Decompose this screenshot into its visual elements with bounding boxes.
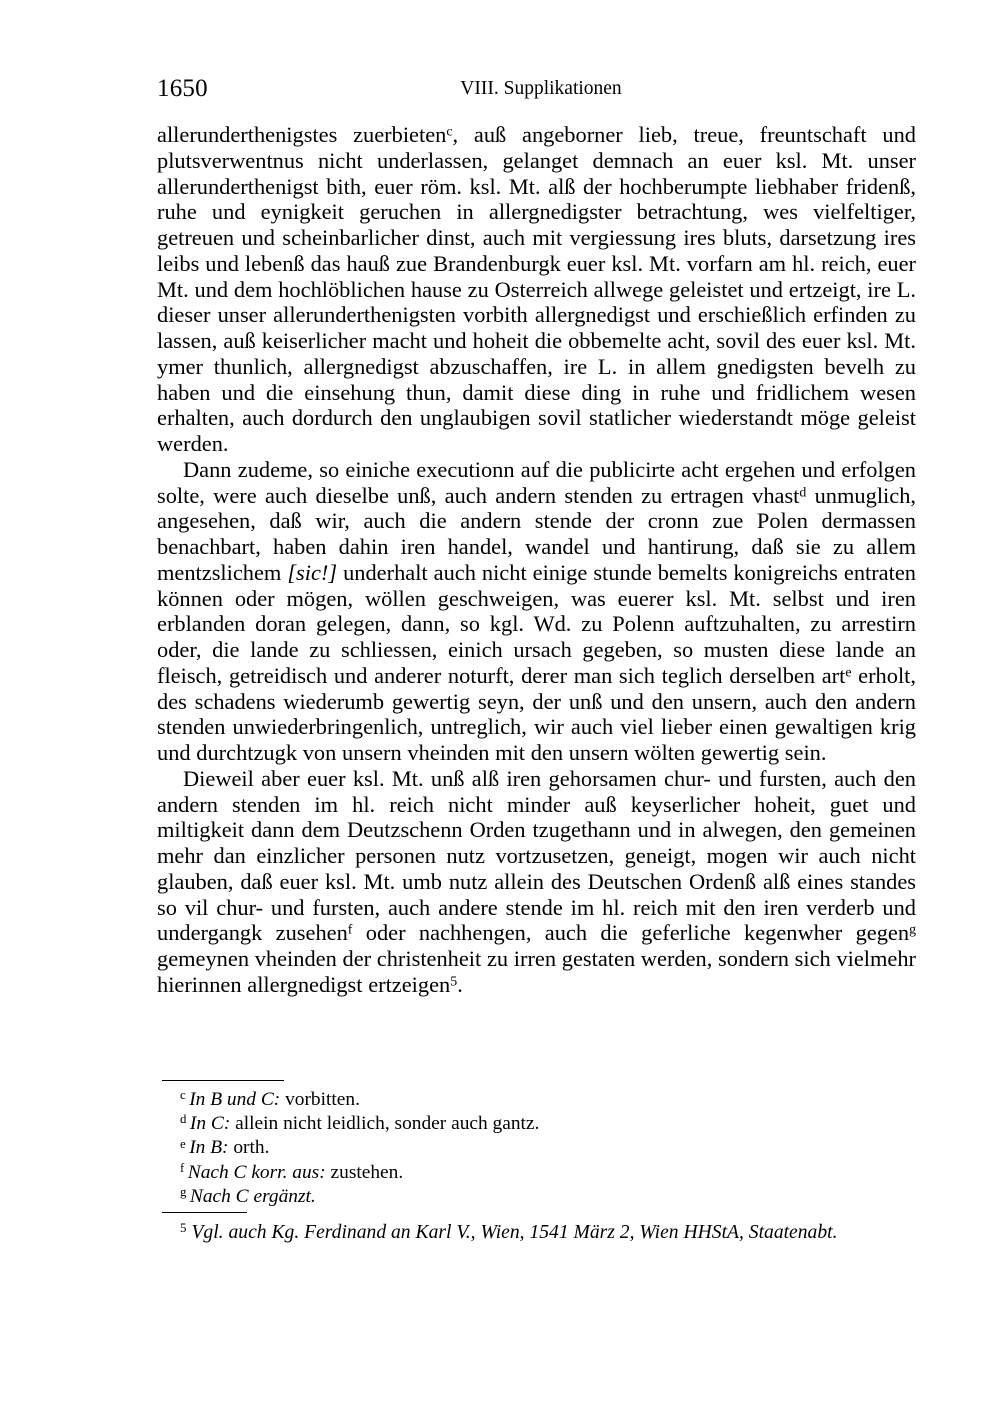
apparatus-marker[interactable]: e [180, 1136, 186, 1151]
apparatus-siglum: Nach C korr. aus: [187, 1161, 326, 1183]
paragraph: allerunderthenigstes zuerbieten$^c$, auß angeborner lieb, treue, freuntschaft und plutsverwentnus nicht underlassen, gelanget demnach an euer ksl. Mt. unser allerunderthenigst bith, euer röm. ksl. Mt. alß der hochberumpte liebhaber fridenß, ruhe und eynigkeit geruchen in allergnedigster betrachtung, wes vielfeltiger, getreuen und scheinbarlicher dinst, auch mit vergiessung ires bluts, darsetzung ires leibs und lebenß das hauß zue Brandenburgk euer ksl. Mt. vorfarn am hl. reich, euer Mt. und dem hochlöblichen hause zu Osterreich allwege geleistet und ertzeigt, ire L. dieser unser allerunderthenigsten vorbith allergnedigst und erschießlich erfinden zu lassen, auß keiserlicher macht und hoheit die obbemelte acht, sovil des euer ksl. Mt. ymer thunlich, allergnedigst abzuschaffen, ire L. in allem gnedigsten bevelh zu haben und die einsehung thun, damit diese ding in ruhe und fridlichem wesen erhalten, auch dordurch den unglaubigen sovil statlicher wiederstandt möge geleist werden. [157, 122, 916, 456]
footnote-marker[interactable]: d [799, 484, 807, 500]
footnote-text: Vgl. auch Kg. Ferdinand an Karl V., Wien, 1541 März 2, Wien HHStA, Staatenabt. [191, 1222, 838, 1243]
apparatus-marker[interactable]: f [180, 1160, 185, 1175]
footnote-entry [157, 1221, 929, 1245]
paragraph-final-text: mit den unsern wölten gewertig sein. [495, 740, 827, 765]
paragraph: Dieweil aber euer ksl. Mt. unß alß iren gehorsamen chur- und fursten, auch den andern stenden im hl. reich nicht minder auß keyserlicher hoheit, guet und miltigkeit dann dem Deutzschenn Orden tzugethann und in alwegen, den gemeinen mehr dan einzlicher personen nutz vortzusetzen, geneigt, mogen wir auch nicht glauben, daß euer ksl. Mt. umb nutz allein des Deutschen Ordenß alß eines standes so vil chur- und fursten, auch andere stende im hl. reich mit den iren verderb und undergangk zusehen$^f$ oder nachhengen, auch die geferliche kegenwher gegen$^g$ gemeynen vheinden der christenheit zu irren gestaten werden, sondern sich vielmehr hierinnen allergnedigst ertzeigen$^5$. [157, 765, 916, 997]
footnote-marker[interactable]: 5 [450, 974, 458, 990]
running-title: VIII. Supplikationen [460, 78, 622, 99]
apparatus-reading: orth. [228, 1137, 270, 1159]
apparatus-reading: vorbitten. [280, 1089, 360, 1110]
footnote-section [157, 1212, 929, 1245]
footnote-marker[interactable]: c [446, 124, 453, 140]
apparatus-rule [162, 1080, 284, 1081]
body-text [157, 122, 916, 998]
apparatus-siglum: In C: [189, 1113, 231, 1135]
apparatus-entry [157, 1185, 916, 1209]
apparatus-siglum: In B und C: [189, 1089, 281, 1110]
paragraph: Dann zudeme, so einiche executionn auf die publicirte acht ergehen und erfolgen solte, were auch dieselbe unß, auch andern stenden zu ertragen vhast$^d$ unmuglich, angesehen, daß wir, auch die andern stende der cronn zue Polen dermassen benachbart, haben dahin iren handel, wandel und hantirung, daß sie zu allem mentzslichem [sic!] underhalt auch nicht einige stunde bemelts konigreichs entraten können oder mögen, wöllen geschweigen, was euerer ksl. Mt. selbst und iren erblanden doran gelegen, dann, so kgl. Wd. zu Polenn auftzuhalten, zu arrestirn oder, die lande zu schliessen, einich ursach gegeben, so musten diese lande an fleisch, getreidisch und anderer noturft, derer man sich teglich derselben art$^e$ erholt, des schadens wiederumb gewertig seyn, der unß und den unsern, auch den andern stenden unwiederbringenlich, untreglich, wir auch viel lieber einen gewaltigen krig und durchtzugk von unsern vheinden mit den unsern wölten gewertig sein. [157, 456, 916, 765]
apparatus-reading: zustehen. [325, 1161, 404, 1183]
footnote-marker[interactable]: g [909, 922, 916, 938]
footnote-marker[interactable]: e [845, 665, 852, 681]
apparatus-siglum: Nach C ergänzt. [189, 1185, 316, 1207]
apparatus-reading: allein nicht leidlich, sonder auch gantz. [230, 1113, 540, 1135]
paragraph-final-text: gestaten werden, sondern sich vielmehr hierinnen allergnedigst ertzeigen [157, 946, 916, 997]
critical-apparatus [157, 1080, 916, 1209]
apparatus-marker[interactable]: d [180, 1112, 187, 1127]
footnote-rule [162, 1212, 247, 1213]
apparatus-entry [157, 1161, 916, 1185]
editorial-note: [sic!] [287, 559, 338, 585]
apparatus-marker[interactable]: g [180, 1184, 187, 1199]
page-number: 1650 [157, 75, 208, 102]
apparatus-entry [157, 1112, 916, 1136]
running-head [157, 74, 915, 104]
paragraph-final-text: den unglaubigen sovil statlicher wiederstandt möge geleist werden. [157, 405, 916, 456]
footnote-marker[interactable]: f [347, 922, 353, 938]
apparatus-entry [157, 1088, 916, 1112]
apparatus-entry [157, 1136, 916, 1160]
apparatus-siglum: In B: [189, 1137, 229, 1159]
apparatus-marker[interactable]: c [180, 1088, 186, 1103]
footnote-number[interactable]: 5 [180, 1220, 187, 1236]
